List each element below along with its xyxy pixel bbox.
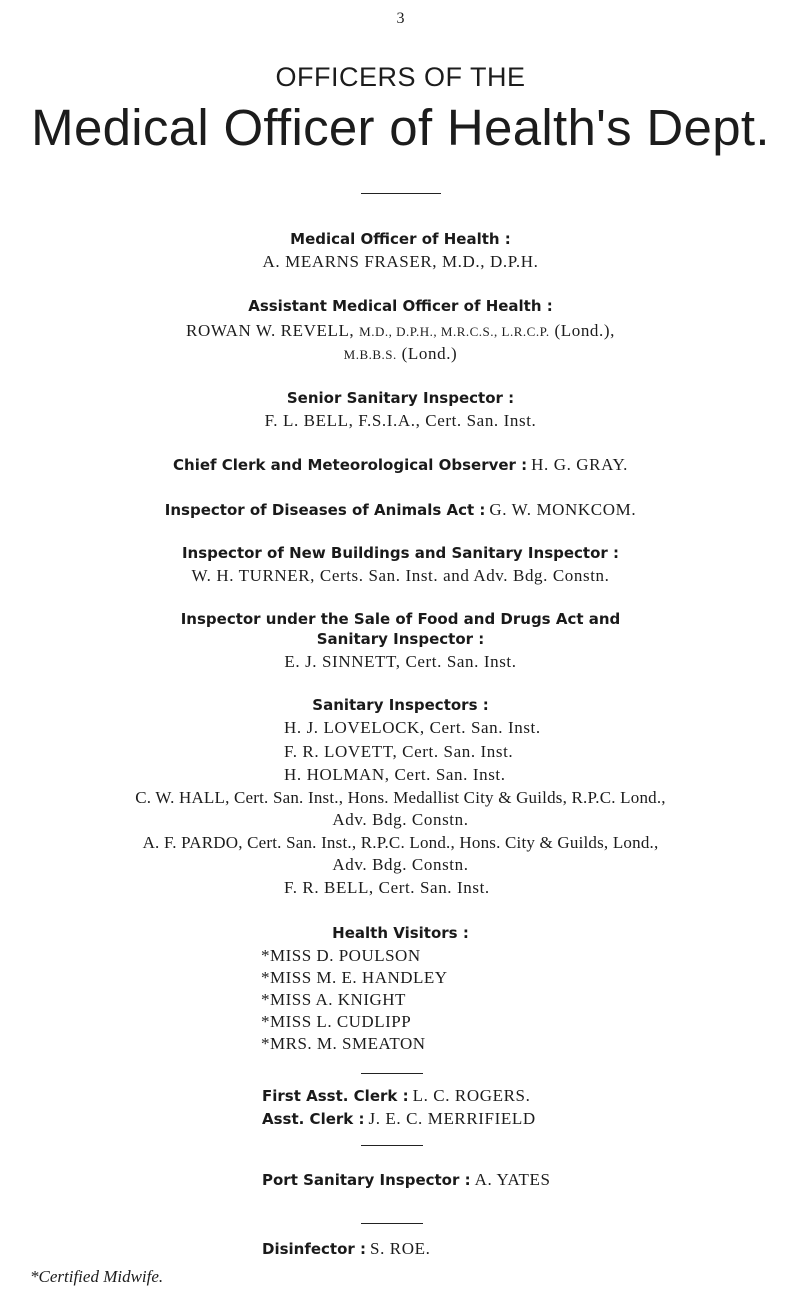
health-visitors-label: Health Visitors : (332, 924, 469, 942)
port-si-label: Port Sanitary Inspector : (262, 1171, 471, 1189)
food-drugs-label-1: Inspector under the Sale of Food and Drugs Act and (180, 610, 621, 628)
new-buildings-name: W. H. TURNER, Certs. San. Inst. and Adv. Bdg. Constn. (191, 566, 610, 585)
food-drugs-label-2: Sanitary Inspector : (316, 630, 485, 648)
amoh-lond2: (Lond.) (401, 344, 458, 363)
divider (361, 1223, 423, 1224)
page-number: 3 (396, 10, 405, 27)
amoh-label: Assistant Medical Officer of Health : (248, 297, 553, 315)
list-item: *MISS A. KNIGHT (261, 990, 406, 1009)
divider (361, 1073, 423, 1074)
asst-clerk-label: Asst. Clerk : (262, 1110, 365, 1128)
list-item: H. J. LOVELOCK, Cert. San. Inst. (284, 718, 541, 737)
list-item: A. F. PARDO, Cert. San. Inst., R.P.C. Lond., Hons. City & Guilds, Lond., (142, 833, 659, 852)
amoh-line2 (0, 344, 801, 364)
chief-clerk-line (0, 455, 801, 475)
list-item: Adv. Bdg. Constn. (332, 855, 469, 874)
animals-label: Inspector of Diseases of Animals Act : (164, 501, 486, 519)
new-buildings-label: Inspector of New Buildings and Sanitary Inspector : (181, 544, 620, 562)
chief-clerk-name: H. G. GRAY. (531, 455, 628, 474)
list-item: *MISS D. POULSON (261, 946, 421, 965)
list-item: *MISS M. E. HANDLEY (261, 968, 448, 987)
asst-clerk-line (262, 1109, 536, 1129)
list-item: F. R. BELL, Cert. San. Inst. (284, 878, 490, 897)
moh-label: Medical Officer of Health : (290, 230, 511, 248)
list-item: *MISS L. CUDLIPP (261, 1012, 412, 1031)
moh-name: A. MEARNS FRASER, M.D., D.P.H. (262, 252, 539, 271)
first-asst-clerk-label: First Asst. Clerk : (262, 1087, 409, 1105)
disinfector-name: S. ROE. (370, 1239, 431, 1258)
amoh-quals1: M.D., D.P.H., M.R.C.S., L.R.C.P. (359, 324, 550, 339)
asst-clerk-name: J. E. C. MERRIFIELD (368, 1109, 536, 1128)
list-item: C. W. HALL, Cert. San. Inst., Hons. Medallist City & Guilds, R.P.C. Lond., (135, 788, 666, 807)
port-si-line (262, 1170, 551, 1190)
sanitary-inspectors-label: Sanitary Inspectors : (312, 696, 489, 714)
disinfector-label: Disinfector : (262, 1240, 367, 1258)
list-item: H. HOLMAN, Cert. San. Inst. (284, 765, 506, 784)
first-asst-clerk-name: L. C. ROGERS. (412, 1086, 531, 1105)
senior-si-label: Senior Sanitary Inspector : (286, 389, 515, 407)
divider (361, 193, 441, 194)
port-si-name: A. YATES (474, 1170, 551, 1189)
list-item: F. R. LOVETT, Cert. San. Inst. (284, 742, 514, 761)
footnote: *Certified Midwife. (30, 1267, 164, 1286)
senior-si-name: F. L. BELL, F.S.I.A., Cert. San. Inst. (264, 411, 537, 430)
amoh-line1 (0, 321, 801, 341)
divider (361, 1145, 423, 1146)
page-title: Medical Officer of Health's Dept. (31, 99, 770, 156)
disinfector-line (262, 1239, 430, 1259)
amoh-lond1: (Lond.), (554, 321, 615, 340)
chief-clerk-label: Chief Clerk and Meteorological Observer : (173, 456, 528, 474)
first-asst-clerk-line (262, 1086, 530, 1106)
food-drugs-name: E. J. SINNETT, Cert. San. Inst. (284, 652, 517, 671)
animals-name: G. W. MONKCOM. (489, 500, 637, 519)
page-kicker: OFFICERS OF THE (275, 62, 526, 92)
list-item: Adv. Bdg. Constn. (332, 810, 469, 829)
animals-line (0, 500, 801, 520)
list-item: *MRS. M. SMEATON (261, 1034, 426, 1053)
amoh-name: ROWAN W. REVELL, (186, 321, 355, 340)
amoh-quals2: M.B.B.S. (343, 347, 397, 362)
